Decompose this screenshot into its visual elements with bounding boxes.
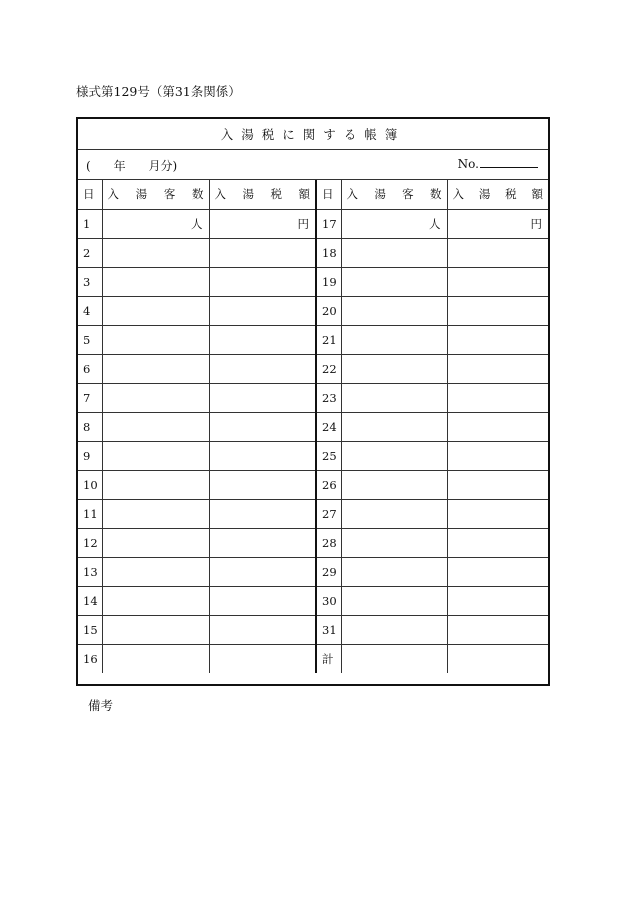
visitors-cell: 人 <box>341 209 447 238</box>
visitors-cell <box>102 267 209 296</box>
tax-cell: 円 <box>447 209 548 238</box>
table-row <box>78 296 548 325</box>
visitors-cell <box>102 586 209 615</box>
tax-cell <box>447 354 548 383</box>
tax-cell <box>447 528 548 557</box>
visitors-cell <box>102 441 209 470</box>
tax-cell <box>447 296 548 325</box>
tax-cell <box>209 586 316 615</box>
day-cell: 23 <box>316 383 341 412</box>
visitors-cell <box>102 470 209 499</box>
day-cell: 2 <box>78 238 102 267</box>
day-cell: 20 <box>316 296 341 325</box>
day-cell: 22 <box>316 354 341 383</box>
day-cell: 18 <box>316 238 341 267</box>
tax-header: 入 湯 税 額 <box>447 180 548 209</box>
day-cell: 1 <box>78 209 102 238</box>
visitors-header: 入 湯 客 数 <box>102 180 209 209</box>
visitors-cell <box>102 615 209 644</box>
visitors-cell <box>341 238 447 267</box>
tax-cell <box>209 238 316 267</box>
visitors-cell <box>341 383 447 412</box>
tax-cell <box>447 383 548 412</box>
tax-cell: 円 <box>209 209 316 238</box>
day-cell: 14 <box>78 586 102 615</box>
table-row <box>78 412 548 441</box>
day-cell: 31 <box>316 615 341 644</box>
visitors-cell <box>341 296 447 325</box>
day-cell: 16 <box>78 644 102 673</box>
tax-cell <box>447 412 548 441</box>
day-cell: 27 <box>316 499 341 528</box>
day-cell: 13 <box>78 557 102 586</box>
day-cell: 4 <box>78 296 102 325</box>
day-cell: 10 <box>78 470 102 499</box>
period-row <box>78 150 548 180</box>
tax-cell <box>447 267 548 296</box>
day-cell: 19 <box>316 267 341 296</box>
day-cell: 24 <box>316 412 341 441</box>
day-header: 日 <box>316 180 341 209</box>
visitors-cell <box>102 499 209 528</box>
visitors-cell <box>341 586 447 615</box>
tax-cell <box>209 557 316 586</box>
table-row <box>78 557 548 586</box>
tax-cell <box>447 470 548 499</box>
number-blank-line <box>480 157 538 168</box>
table-row <box>78 383 548 412</box>
header-row <box>78 180 548 209</box>
table-row <box>78 325 548 354</box>
tax-cell <box>209 383 316 412</box>
table-row <box>78 644 548 673</box>
day-cell: 6 <box>78 354 102 383</box>
visitors-cell <box>341 615 447 644</box>
visitors-cell <box>102 354 209 383</box>
visitors-header: 入 湯 客 数 <box>341 180 447 209</box>
visitors-cell <box>102 383 209 412</box>
table-row <box>78 267 548 296</box>
day-header: 日 <box>78 180 102 209</box>
day-cell: 17 <box>316 209 341 238</box>
table-row <box>78 441 548 470</box>
tax-cell <box>209 412 316 441</box>
number-field <box>458 157 538 171</box>
visitors-cell <box>102 412 209 441</box>
remarks-label: 備考 <box>88 698 114 713</box>
table-row <box>78 470 548 499</box>
form-heading: 様式第129号（第31条関係） <box>76 84 241 99</box>
table-row <box>78 499 548 528</box>
number-label: No. <box>457 157 479 171</box>
tax-cell <box>447 586 548 615</box>
visitors-cell <box>102 557 209 586</box>
visitors-cell <box>341 354 447 383</box>
table-row <box>78 586 548 615</box>
tax-cell <box>447 238 548 267</box>
day-cell: 3 <box>78 267 102 296</box>
tax-cell <box>447 325 548 354</box>
table-row <box>78 209 548 238</box>
day-cell: 28 <box>316 528 341 557</box>
tax-cell <box>209 644 316 673</box>
visitors-cell <box>341 528 447 557</box>
table-row <box>78 354 548 383</box>
visitors-cell <box>102 644 209 673</box>
tax-header: 入 湯 税 額 <box>209 180 316 209</box>
day-cell: 15 <box>78 615 102 644</box>
visitors-cell <box>341 441 447 470</box>
day-cell: 7 <box>78 383 102 412</box>
visitors-cell <box>341 470 447 499</box>
visitors-cell <box>341 499 447 528</box>
tax-cell <box>447 557 548 586</box>
visitors-cell <box>341 412 447 441</box>
tax-cell <box>447 644 548 673</box>
day-cell: 11 <box>78 499 102 528</box>
tax-cell <box>447 499 548 528</box>
tax-cell <box>209 470 316 499</box>
tax-cell <box>447 615 548 644</box>
day-cell: 計 <box>316 644 341 673</box>
ledger-table <box>78 180 548 673</box>
tax-cell <box>209 528 316 557</box>
table-row <box>78 615 548 644</box>
visitors-cell <box>341 644 447 673</box>
day-cell: 30 <box>316 586 341 615</box>
visitors-cell <box>102 528 209 557</box>
period-label: ( 年 月分) <box>86 159 178 173</box>
tax-cell <box>209 325 316 354</box>
visitors-cell: 人 <box>102 209 209 238</box>
ledger-body <box>78 209 548 673</box>
visitors-cell <box>341 267 447 296</box>
tax-cell <box>209 441 316 470</box>
table-row <box>78 528 548 557</box>
ledger-form <box>76 117 550 686</box>
day-cell: 5 <box>78 325 102 354</box>
visitors-cell <box>341 325 447 354</box>
day-cell: 25 <box>316 441 341 470</box>
day-cell: 26 <box>316 470 341 499</box>
ledger-title: 入湯税に関する帳簿 <box>78 119 548 150</box>
day-cell: 12 <box>78 528 102 557</box>
day-cell: 29 <box>316 557 341 586</box>
day-cell: 21 <box>316 325 341 354</box>
day-cell: 9 <box>78 441 102 470</box>
tax-cell <box>209 296 316 325</box>
tax-cell <box>209 354 316 383</box>
tax-cell <box>209 267 316 296</box>
tax-cell <box>209 499 316 528</box>
tax-cell <box>447 441 548 470</box>
visitors-cell <box>102 325 209 354</box>
visitors-cell <box>102 238 209 267</box>
table-row <box>78 238 548 267</box>
visitors-cell <box>102 296 209 325</box>
day-cell: 8 <box>78 412 102 441</box>
tax-cell <box>209 615 316 644</box>
visitors-cell <box>341 557 447 586</box>
